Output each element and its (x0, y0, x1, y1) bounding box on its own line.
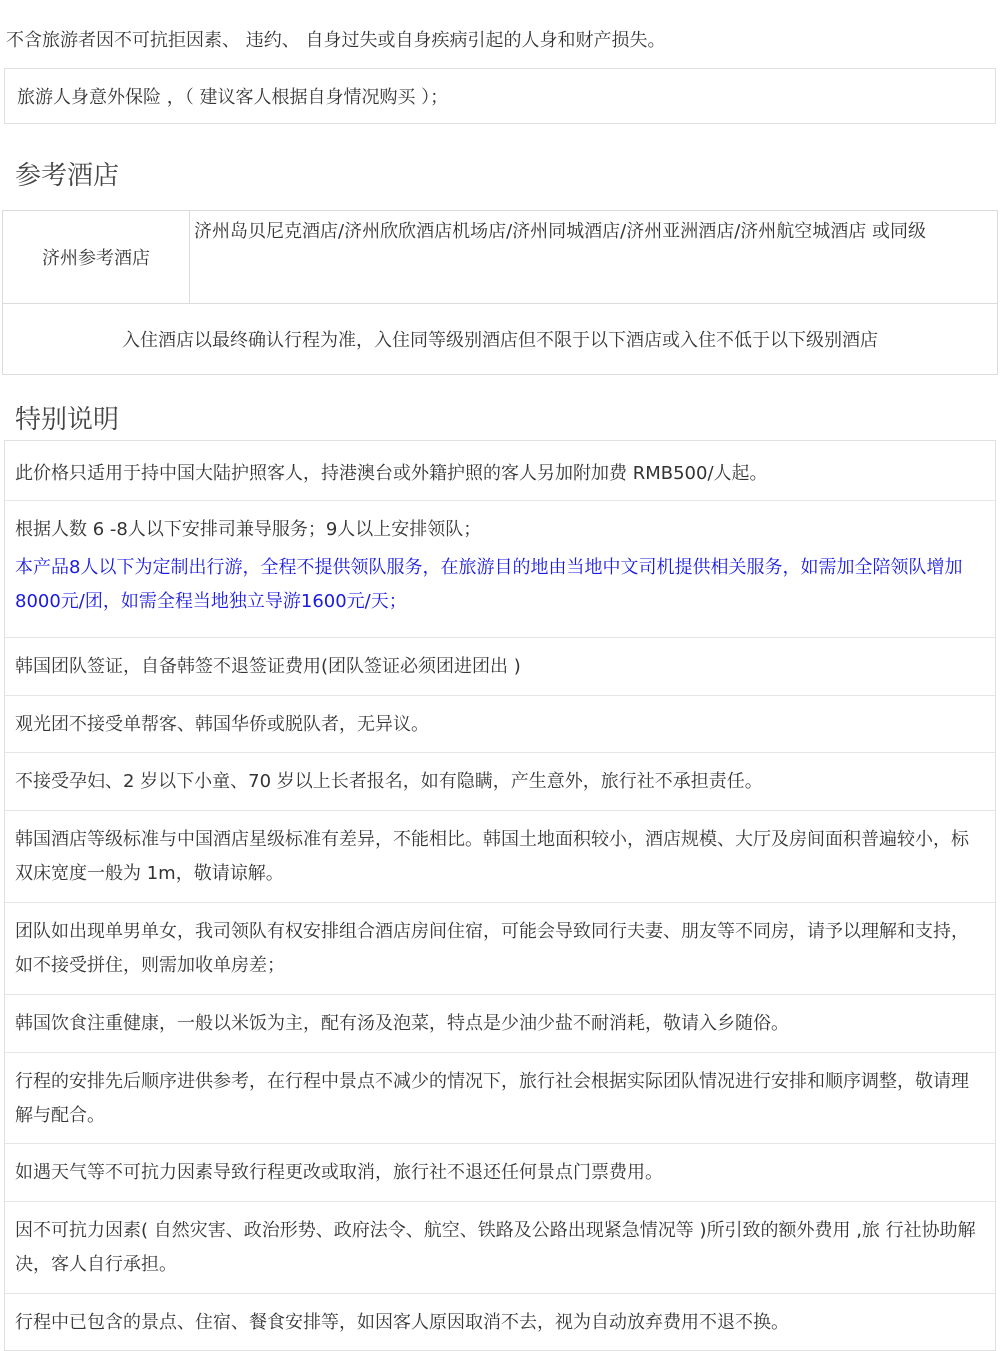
note-item (5, 1143, 995, 1201)
hotel-heading: 参考酒店 (15, 161, 120, 191)
hotel-note: 入住酒店以最终确认行程为准，入住同等级别酒店但不限于以下酒店或入住不低于以下级别酒店 (122, 330, 878, 351)
note-text: 团队如出现单男单女，我司领队有权安排组合酒店房间住宿，可能会导致同行夫妻、朋友等不同房，请予以理解和支持，如不接受拼住，则需加收单房差； (15, 921, 969, 976)
note-text: 韩国酒店等级标准与中国酒店星级标准有差异，不能相比。韩国土地面积较小，酒店规模、大厅及房间面积普遍较小，标双床宽度一般为 1m，敬请谅解。 (15, 829, 969, 884)
note-text: 不接受孕妇、2 岁以下小童、70 岁以上长者报名，如有隐瞒，产生意外，旅行社不承担责任。 (15, 771, 763, 792)
hotel-label: 济州参考酒店 (3, 211, 190, 303)
note-text: 如遇天气等不可抗力因素导致行程更改或取消，旅行社不退还任何景点门票费用。 (15, 1162, 663, 1183)
note-text: 因不可抗力因素( 自然灾害、政治形势、政府法令、航空、铁路及公路出现紧急情况等 )所引致的额外费用 ,旅 行社协助解决，客人自行承担。 (15, 1220, 976, 1275)
note-text: 观光团不接受单帮客、韩国华侨或脱队者，无异议。 (15, 714, 429, 735)
note-item (5, 810, 995, 902)
note-item (5, 1293, 995, 1351)
note-item (5, 1201, 995, 1293)
note-item (5, 994, 995, 1052)
note-item (5, 637, 995, 695)
special-heading: 特别说明 (15, 405, 120, 435)
note-item (5, 500, 995, 637)
hotel-row (3, 211, 997, 304)
hotel-list: 济州岛贝尼克酒店/济州欣欣酒店机场店/济州同城酒店/济州亚洲酒店/济州航空城酒店 或同级 (194, 221, 926, 242)
note-text: 根据人数 6 -8人以下安排司兼导服务；9人以上安排领队； (15, 519, 482, 540)
note-item (5, 1052, 995, 1143)
note-text: 此价格只适用于持中国大陆护照客人，持港澳台或外籍护照的客人另加附加费 RMB500/人起。 (15, 463, 768, 484)
note-text: 行程中已包含的景点、住宿、餐食安排等，如因客人原因取消不去，视为自动放弃费用不退不换。 (15, 1312, 789, 1333)
note-text: 行程的安排先后顺序进供参考，在行程中景点不减少的情况下，旅行社会根据实际团队情况进行安排和顺序调整，敬请理解与配合。 (15, 1071, 969, 1126)
note-text: 韩国饮食注重健康，一般以米饭为主，配有汤及泡菜，特点是少油少盐不耐消耗，敬请入乡随俗。 (15, 1013, 789, 1034)
note-item (5, 752, 995, 810)
note-item (5, 695, 995, 752)
note-item (5, 441, 995, 500)
note-text-highlight: 本产品8人以下为定制出行游，全程不提供领队服务，在旅游目的地由当地中文司机提供相关服务，如需加全陪领队增加8000元/团，如需全程当地独立导游1600元/天； (15, 557, 963, 612)
note-item (5, 902, 995, 994)
insurance-box (4, 68, 996, 124)
hotel-table (2, 210, 998, 375)
special-notes-box (4, 440, 996, 1351)
insurance-text: 旅游人身意外保险 ，（ 建议客人根据自身情况购买 ）； (17, 87, 449, 108)
exclusion-text: 不含旅游者因不可抗拒因素、 违约、 自身过失或自身疾病引起的人身和财产损失。 (6, 30, 666, 51)
note-text: 韩国团队签证，自备韩签不退签证费用(团队签证必须团进团出 ) (15, 656, 521, 677)
